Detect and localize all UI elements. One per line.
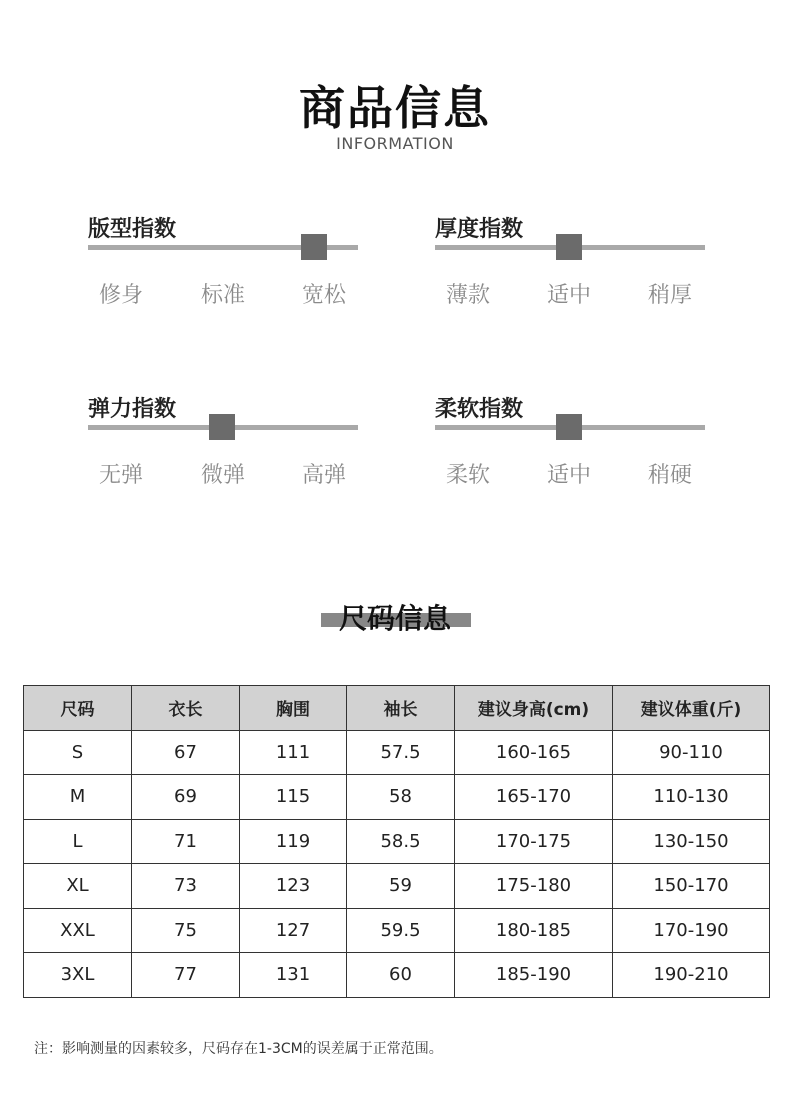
col-header-chest: 胸围 — [240, 686, 347, 731]
size-section-header — [0, 597, 790, 637]
thickness-option-3: 稍厚 — [647, 283, 692, 308]
thickness-index-label: 厚度指数 — [435, 217, 524, 242]
table-cell: XL — [24, 864, 132, 909]
table-cell: 59 — [347, 864, 455, 909]
stretch-option-1: 无弹 — [98, 463, 143, 488]
size-table — [23, 685, 770, 998]
fit-option-2: 标准 — [200, 283, 245, 308]
fit-index-label: 版型指数 — [88, 217, 177, 242]
thickness-index-knob — [556, 234, 582, 260]
table-cell: 170-190 — [613, 908, 770, 953]
table-cell: 57.5 — [347, 730, 455, 775]
table-cell: 170-175 — [455, 819, 613, 864]
table-row — [24, 730, 770, 775]
table-cell: 150-170 — [613, 864, 770, 909]
table-cell: 180-185 — [455, 908, 613, 953]
fit-index-knob — [301, 234, 327, 260]
table-row — [24, 819, 770, 864]
softness-option-1: 柔软 — [445, 463, 490, 488]
table-cell: 127 — [240, 908, 347, 953]
table-cell: 185-190 — [455, 953, 613, 998]
fit-index — [88, 212, 358, 322]
table-cell: 119 — [240, 819, 347, 864]
stretch-index-knob — [209, 414, 235, 440]
table-cell: 75 — [132, 908, 240, 953]
page-title: 商品信息 — [299, 81, 491, 135]
table-cell: 115 — [240, 775, 347, 820]
table-row — [24, 864, 770, 909]
stretch-index-label: 弹力指数 — [88, 397, 177, 422]
stretch-option-3: 高弹 — [301, 463, 346, 488]
table-cell: 3XL — [24, 953, 132, 998]
table-cell: 131 — [240, 953, 347, 998]
table-cell: 130-150 — [613, 819, 770, 864]
table-cell: 58.5 — [347, 819, 455, 864]
thickness-option-1: 薄款 — [445, 283, 490, 308]
stretch-index — [88, 392, 358, 502]
table-cell: 59.5 — [347, 908, 455, 953]
measurement-note: 注：影响测量的因素较多，尺码存在1-3CM的误差属于正常范围。 — [34, 1041, 443, 1057]
col-header-height: 建议身高(cm) — [455, 686, 613, 731]
col-header-sleeve: 袖长 — [347, 686, 455, 731]
table-row — [24, 775, 770, 820]
table-header-row — [24, 686, 770, 731]
table-cell: 58 — [347, 775, 455, 820]
table-row — [24, 953, 770, 998]
softness-option-2: 适中 — [546, 463, 591, 488]
table-cell: 190-210 — [613, 953, 770, 998]
table-cell: 175-180 — [455, 864, 613, 909]
table-cell: L — [24, 819, 132, 864]
thickness-option-2: 适中 — [546, 283, 591, 308]
table-cell: 71 — [132, 819, 240, 864]
table-cell: XXL — [24, 908, 132, 953]
col-header-weight: 建议体重(斤) — [613, 686, 770, 731]
table-cell: 90-110 — [613, 730, 770, 775]
table-cell: 123 — [240, 864, 347, 909]
col-header-length: 衣长 — [132, 686, 240, 731]
table-cell: 160-165 — [455, 730, 613, 775]
fit-option-1: 修身 — [98, 283, 143, 308]
table-cell: 73 — [132, 864, 240, 909]
table-cell: 69 — [132, 775, 240, 820]
thickness-index — [435, 212, 705, 322]
table-row — [24, 908, 770, 953]
softness-index-knob — [556, 414, 582, 440]
table-cell: 111 — [240, 730, 347, 775]
table-cell: 110-130 — [613, 775, 770, 820]
page-subtitle: INFORMATION — [336, 134, 454, 153]
table-cell: 60 — [347, 953, 455, 998]
table-cell: S — [24, 730, 132, 775]
softness-index — [435, 392, 705, 502]
table-cell: 165-170 — [455, 775, 613, 820]
fit-option-3: 宽松 — [301, 283, 346, 308]
table-cell: 77 — [132, 953, 240, 998]
table-cell: M — [24, 775, 132, 820]
softness-index-label: 柔软指数 — [435, 397, 524, 422]
size-section-title: 尺码信息 — [338, 602, 451, 635]
stretch-option-2: 微弹 — [200, 463, 245, 488]
col-header-size: 尺码 — [24, 686, 132, 731]
table-cell: 67 — [132, 730, 240, 775]
softness-option-3: 稍硬 — [647, 463, 692, 488]
